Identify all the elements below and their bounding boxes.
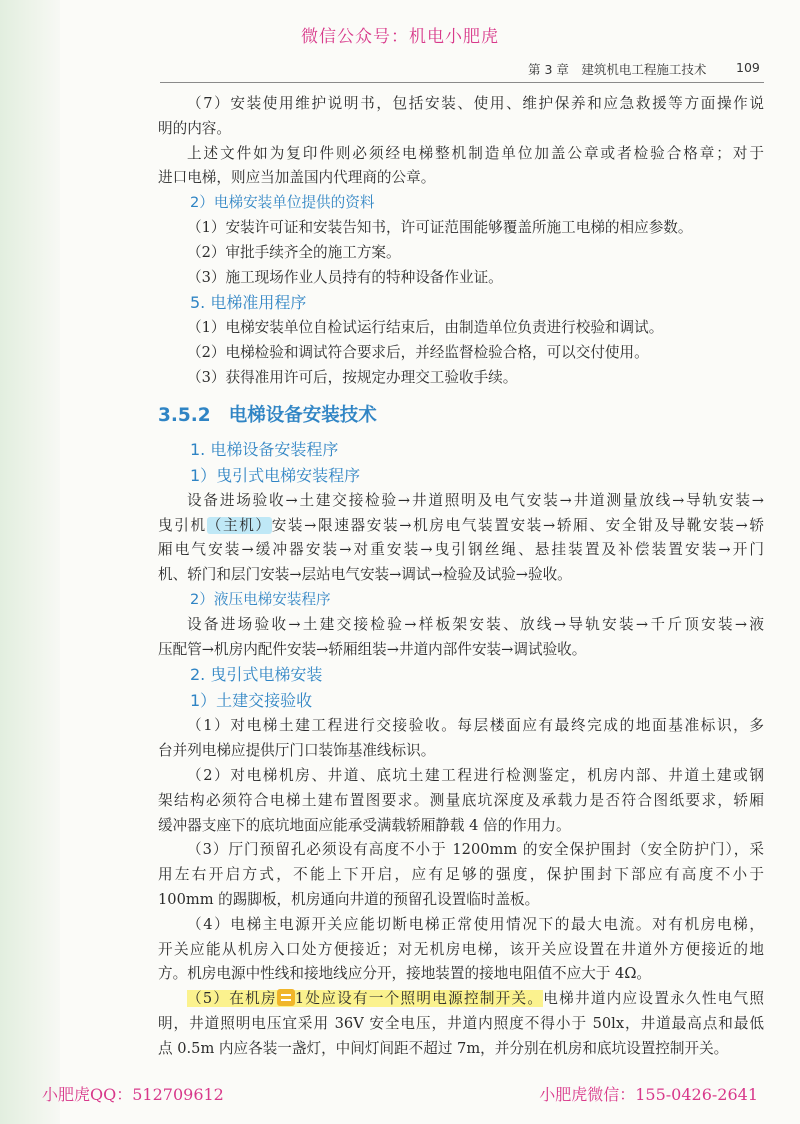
subheading-hydraulic: 2）液压电梯安装程序 (190, 590, 331, 608)
heading-procedure: 1. 电梯设备安装程序 (190, 439, 339, 459)
text-span: 曳引机 (158, 516, 207, 534)
text-line: 方。机房电源中性线和接地线应分开，接地装置的接地电阻值不应大于 4Ω。 (158, 965, 652, 983)
subheading-install-unit-docs: 2）电梯安装单位提供的资料 (190, 194, 375, 212)
page-spine-shadow (0, 0, 60, 1124)
chapter-title: 第 3 章 建筑机电工程施工技术 (528, 62, 707, 77)
text-span: 1处应设有一个照明电源控制开关。 (294, 990, 544, 1008)
list-item: （1）电梯安装单位自检试运行结束后，由制造单位负责进行校验和调试。 (187, 319, 664, 337)
list-item: （2）电梯检验和调试符合要求后，并经监督检验合格，可以交付使用。 (187, 344, 649, 362)
list-item: （1）安装许可证和安装告知书，许可证范围能够覆盖所施工电梯的相应参数。 (187, 218, 693, 236)
text-line: 开关应能从机房入口处方便接近；对无机房电梯，该开关应设置在井道外方便接近的地 (158, 940, 764, 958)
note-icon[interactable] (277, 989, 295, 1006)
watermark-wechat: 小肥虎微信：155-0426-2641 (539, 1085, 758, 1104)
heading-acceptance: 5. 电梯准用程序 (190, 293, 307, 313)
text-line: 设备进场验收→土建交接检验→井道照明及电气安装→井道测量放线→导轨安装→ (187, 491, 764, 509)
list-item: （3）获得准用许可后，按规定办理交工验收手续。 (187, 368, 518, 386)
text-line: 架结构必须符合电梯土建布置图要求。测量底坑深度及承载力是否符合图纸要求，轿厢 (158, 791, 764, 809)
text-line (158, 987, 764, 1012)
text-line: （4）电梯主电源开关应能切断电梯正常使用情况下的最大电流。对有机房电梯， (187, 915, 764, 933)
text-line: 进口电梯，则应当加盖国内代理商的公章。 (158, 169, 436, 187)
page-body (158, 92, 764, 1062)
text-line: 用左右开启方式，不能上下开启，应有足够的强度，保护围封下部应有高度不小于 (158, 866, 764, 884)
text-line: 台并列电梯应提供厅门口装饰基准线标识。 (158, 742, 436, 760)
text-span: （5）在机房 (187, 990, 277, 1008)
text-line: 点 0.5m 内应各装一盏灯，中间灯间距不超过 7m，并分别在机房和底坑设置控制开关。 (158, 1039, 729, 1057)
text-line: （7）安装使用维护说明书，包括安装、使用、维护保养和应急救援等方面操作说 (187, 95, 764, 112)
list-item: （2）审批手续齐全的施工方案。 (187, 243, 401, 261)
highlight-lighting-switch (187, 990, 543, 1007)
watermark-qq: 小肥虎QQ：512709612 (42, 1085, 224, 1104)
text-line: 100mm 的踢脚板，机房通向井道的预留孔设置临时盖板。 (158, 890, 540, 908)
page-number: 109 (736, 60, 760, 75)
header-rule (160, 82, 764, 83)
highlight-main-machine: （主机） (206, 516, 272, 534)
list-item: （3）施工现场作业人员持有的特种设备作业证。 (187, 268, 503, 286)
watermark-top: 微信公众号：机电小肥虎 (301, 27, 499, 47)
text-line: 设备进场验收→土建交接检验→样板架安装、放线→导轨安装→千斤顶安装→液 (187, 615, 764, 633)
text-line: （1）对电梯土建工程进行交接验收。每层楼面应有最终完成的地面基准标识，多 (187, 717, 764, 735)
subheading-traction: 1）曳引式电梯安装程序 (190, 465, 361, 485)
section-heading (158, 401, 764, 431)
text-line (158, 514, 764, 539)
text-line: 明，井道照明电压宜采用 36V 安全电压，井道内照度不得小于 50lx，井道最高点和最低 (158, 1014, 764, 1032)
text-span: 安装→限速器安装→机房电气装置安装→轿厢、安全钳及导靴安装→轿 (271, 516, 764, 534)
text-line: 上述文件如为复印件则必须经电梯整机制造单位加盖公章或者检验合格章；对于 (187, 144, 764, 162)
text-line: 机、轿门和层门安装→层站电气安装→调试→检验及试验→验收。 (158, 566, 572, 584)
running-header (528, 60, 760, 78)
text-line: （2）对电梯机房、井道、底坑土建工程进行检测鉴定，机房内部、井道土建或钢 (187, 766, 764, 784)
text-line: 缓冲器支座下的底坑地面应能承受满载轿厢静载 4 倍的作用力。 (158, 816, 571, 834)
text-line: 压配管→机房内配件安装→轿厢组装→井道内部件安装→调试验收。 (158, 640, 587, 658)
text-line: 明的内容。 (158, 119, 231, 137)
section-number: 3.5.2 (158, 404, 211, 426)
heading-traction-install: 2. 曳引式电梯安装 (190, 665, 323, 685)
section-title: 电梯设备安装技术 (228, 404, 377, 426)
subheading-civil: 1）土建交接验收 (190, 691, 313, 711)
text-line: （3）厅门预留孔必须设有高度不小于 1200mm 的安全保护围封（安全防护门），采 (187, 841, 764, 859)
text-line: 厢电气安装→缓冲器安装→对重安装→曳引钢丝绳、悬挂装置及补偿装置安装→开门 (158, 541, 764, 559)
text-span: 电梯井道内应设置永久性电气照 (543, 990, 764, 1008)
